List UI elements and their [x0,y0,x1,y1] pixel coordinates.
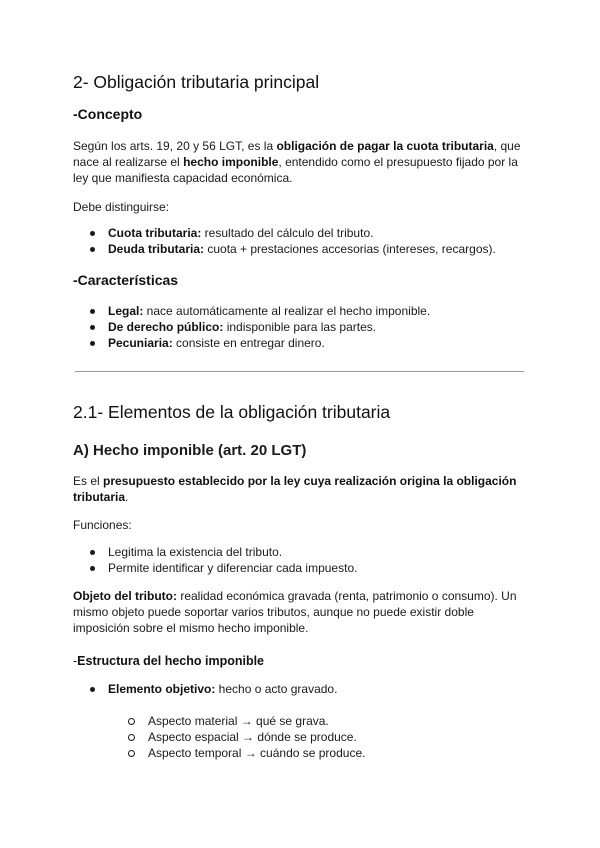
hecho-imponible-paragraph: Es el presupuesto establecido por la ley cuya realización origina la obligación tributaria. [73,474,517,504]
estructura-heading: -Estructura del hecho imponible [73,654,265,668]
list-item: Legal: nace automáticamente al realizar el hecho imponible. [73,303,430,319]
section-title: 2- Obligación tributaria principal [73,72,320,92]
list-item: Aspecto temporal → cuándo se produce. [113,745,365,761]
list-item: Deuda tributaria: cuota + prestaciones accesorias (intereses, recargos). [73,241,496,257]
section-title-elements: 2.1- Elementos de la obligación tributaria [73,402,391,422]
list-item: Permite identificar y diferenciar cada impuesto. [73,560,357,576]
caracteristicas-heading: -Características [73,272,179,288]
funciones-list [73,544,357,576]
list-item: Aspecto espacial → dónde se produce. [113,729,365,745]
concepto-list [73,225,496,257]
list-item: Pecuniaria: consiste en entregar dinero. [73,335,430,351]
objeto-paragraph: Objeto del tributo: realidad económica gravada (renta, patrimonio o consumo). Un mismo objeto puede soportar varios tributos, aunque no puede existir doble imposición sobre el mismo hecho imponible. [73,589,517,635]
concepto-paragraph: Según los arts. 19, 20 y 56 LGT, es la obligación de pagar la cuota tributaria, que nace al realizarse el hecho imponible, entendido como el presupuesto fijado por la ley que manifiesta capacidad económica. [73,139,521,185]
hecho-imponible-heading: A) Hecho imponible (art. 20 LGT) [73,442,307,459]
caracteristicas-list [73,303,430,351]
aspectos-list [113,713,365,761]
distinguish-text: Debe distinguirse: [73,200,170,214]
list-item: De derecho público: indisponible para las partes. [73,319,430,335]
concepto-heading: -Concepto [73,106,143,122]
list-item: Aspecto material → qué se grava. [113,713,365,729]
horizontal-divider [75,371,524,372]
funciones-label: Funciones: [73,518,132,532]
list-item: Elemento objetivo: hecho o acto gravado. [73,681,337,697]
list-item: Legitima la existencia del tributo. [73,544,357,560]
list-item: Cuota tributaria: resultado del cálculo del tributo. [73,225,496,241]
estructura-list [73,681,337,697]
